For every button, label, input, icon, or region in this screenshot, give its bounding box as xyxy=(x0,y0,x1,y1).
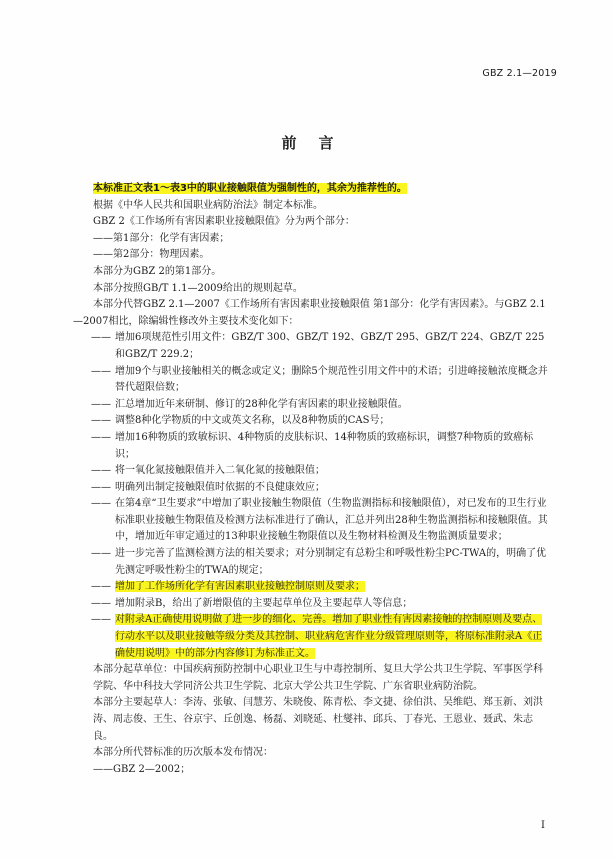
change-text: 明确列出制定接触限值时依据的不良健康效应； xyxy=(115,481,325,493)
dash-marker: —— xyxy=(91,398,111,410)
dash-marker: —— xyxy=(91,597,111,609)
change-item xyxy=(73,596,551,613)
change-item xyxy=(73,546,551,579)
change-item xyxy=(73,330,551,363)
change-text: 在第4章“卫生要求”中增加了职业接触生物限值（生物监测指标和接触限值），对已发布的卫生行业标准职业接触生物限值及检测方法标准进行了确认，汇总并列出28种生物监测指标和接触限值。其中，增加近年审定通过的13种职业接触生物限值以及生物材料检测及生物监测质量要求； xyxy=(115,498,548,543)
dash-marker: —— xyxy=(91,365,111,377)
change-text: 进一步完善了监测检测方法的相关要求；对分别制定有总粉尘和呼吸性粉尘PC-TWA的，明确了优先测定呼吸性粉尘的TWA的规定； xyxy=(115,548,547,576)
change-text: 增加6项规范性引用文件：GBZ/T 300、GBZ/T 192、GBZ/T 295、GBZ/T 224、GBZ/T 225和GBZ/T 229.2； xyxy=(115,332,545,360)
change-text: 将一氧化氮接触限值并入二氧化氮的接触限值； xyxy=(115,465,325,477)
paragraph-replaces-line1: 本部分代替GBZ 2.1—2007《工作场所有害因素职业接触限值 第1部分：化学有害因素》。与GBZ 2.1 xyxy=(93,299,546,311)
dash-marker: —— xyxy=(91,581,111,593)
paragraph-history-item: ——GBZ 2—2002； xyxy=(93,763,191,775)
change-item xyxy=(73,397,551,414)
dash-marker: —— xyxy=(91,614,111,626)
change-text xyxy=(115,612,551,662)
change-text xyxy=(115,579,551,596)
paragraph-replaces-line2: —2007相比，除编辑性修改外主要技术变化如下： xyxy=(73,315,299,327)
paragraph-this-part: 本部分为GBZ 2的第1部分。 xyxy=(93,265,222,277)
paragraph-parts-intro: GBZ 2《工作场所有害因素职业接触限值》分为两个部分： xyxy=(93,216,355,228)
change-item xyxy=(73,364,551,397)
change-item xyxy=(73,496,551,546)
paragraph-part1: ——第1部分：化学有害因素； xyxy=(93,232,230,244)
change-item-highlighted xyxy=(73,612,551,662)
paragraph-drafting-rules: 本部分按照GB/T 1.1—2009给出的规则起草。 xyxy=(93,282,303,294)
change-item xyxy=(73,463,551,480)
change-item xyxy=(73,430,551,463)
paragraph-history-intro: 本部分所代替标准的历次版本发布情况： xyxy=(93,747,273,759)
highlighted-mandatory-text: 本标准正文表1～表3中的职业接触限值为强制性的，其余为推荐性的。 xyxy=(93,183,407,194)
change-text: 增加9个与职业接触相关的概念或定义；删除5个规范性引用文件中的术语；引进峰接触浓度概念并替代超限倍数； xyxy=(115,365,548,394)
paragraph-drafting-units: 本部分起草单位：中国疾病预防控制中心职业卫生与中毒控制所、复旦大学公共卫生学院、军事医学科学院、华中科技大学同济公共卫生学院、北京大学公共卫生学院、广东省职业病防治院。 xyxy=(93,664,543,692)
paragraph-part2: ——第2部分：物理因素。 xyxy=(93,249,210,261)
change-text: 汇总增加近年来研制、修订的28种化学有害因素的职业接触限值。 xyxy=(115,398,408,410)
change-text: 增加16种物质的致敏标识、4种物质的皮肤标识、14种物质的致癌标识，调整7种物质的致癌标识； xyxy=(115,431,534,460)
dash-marker: —— xyxy=(91,481,111,493)
change-text: 增加附录B，给出了新增限值的主要起草单位及主要起草人等信息； xyxy=(115,597,413,609)
standard-number: GBZ 2.1—2019 xyxy=(482,68,557,79)
dash-marker: —— xyxy=(91,431,111,443)
foreword-body xyxy=(73,181,551,778)
dash-marker: —— xyxy=(91,498,111,510)
page-number: I xyxy=(541,820,545,831)
change-text: 调整8种化学物质的中文或英文名称，以及8种物质的CAS号； xyxy=(115,415,390,427)
paragraph-basis: 根据《中华人民共和国职业病防治法》制定本标准。 xyxy=(93,199,323,211)
dash-marker: —— xyxy=(91,548,111,560)
paragraph-drafters: 本部分主要起草人：李涛、张敏、闫慧芳、朱晓俊、陈青松、李文捷、徐伯洪、吴维皑、郑玉新、刘洪涛、周志俊、王生、谷京宇、丘创逸、杨磊、刘晓延、杜燮祎、邱兵、丁春光、王恩业、聂武、朱志良。 xyxy=(93,697,543,742)
page-title: 前言 xyxy=(281,134,356,152)
highlighted-text: 增加了工作场所化学有害因素职业接触控制原则及要求； xyxy=(115,581,365,593)
highlighted-text: 对附录A正确使用说明做了进一步的细化、完善。增加了职业性有害因素接触的控制原则及要点、行动水平以及职业接触等级分类及其控制、职业病危害作业分级管理原则等，将原标准附录A《正确使用说明》中的部分内容修订为标准正文。 xyxy=(115,614,543,659)
paragraph-mandatory-note xyxy=(73,181,551,198)
dash-marker: —— xyxy=(91,415,111,427)
change-item xyxy=(73,413,551,430)
dash-marker: —— xyxy=(91,332,111,344)
dash-marker: —— xyxy=(91,465,111,477)
change-item xyxy=(73,480,551,497)
change-item-highlighted xyxy=(73,579,551,596)
